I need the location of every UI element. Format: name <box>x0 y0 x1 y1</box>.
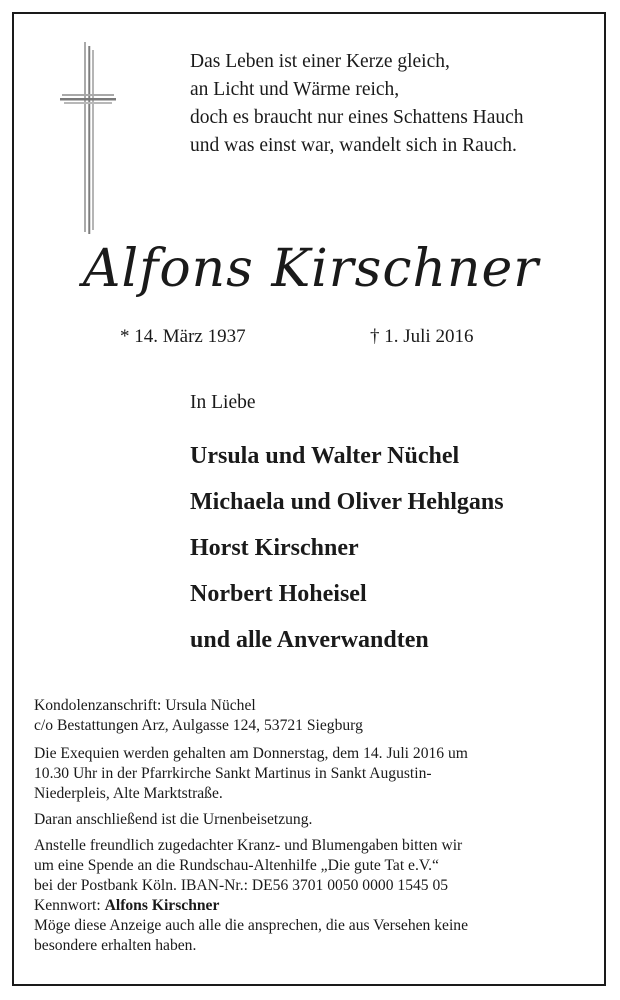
mourners-intro: In Liebe <box>190 392 256 413</box>
birth-date: * 14. März 1937 <box>120 326 246 347</box>
closing-line: Möge diese Anzeige auch alle die ansprechen, die aus Versehen keine <box>34 917 468 934</box>
donation-line: Anstelle freundlich zugedachter Kranz- und Blumengaben bitten wir <box>34 837 463 854</box>
condolence-line: Kondolenzanschrift: Ursula Nüchel <box>34 697 256 714</box>
keyword-line <box>34 896 594 916</box>
donation-line: bei der Postbank Köln. IBAN-Nr.: DE56 3701 0050 0000 1545 05 <box>34 877 449 894</box>
mourners-list <box>190 438 504 668</box>
cross-icon <box>58 40 118 240</box>
poem <box>190 48 524 160</box>
mourner-name: und alle Anverwandten <box>190 627 429 653</box>
mourner-name: Norbert Hoheisel <box>190 581 367 607</box>
exequies-line: Niederpleis, Alte Marktstraße. <box>34 785 223 802</box>
poem-line: Das Leben ist einer Kerze gleich, <box>190 51 450 72</box>
keyword-value: Alfons Kirschner <box>104 897 220 914</box>
mourner-name: Ursula und Walter Nüchel <box>190 443 460 469</box>
mourner-name: Michaela und Oliver Hehlgans <box>190 489 504 515</box>
keyword-label: Kennwort: <box>34 897 105 914</box>
poem-line: an Licht und Wärme reich, <box>190 79 400 100</box>
death-date: † 1. Juli 2016 <box>370 326 474 347</box>
poem-line: doch es braucht nur eines Schattens Hauch <box>190 107 524 128</box>
deceased-name: Alfons Kirschner <box>82 239 540 299</box>
exequies-line: Die Exequien werden gehalten am Donnerstag, dem 14. Juli 2016 um <box>34 745 468 762</box>
notice-frame <box>12 12 606 986</box>
exequies-line: 10.30 Uhr in der Pfarrkirche Sankt Martinus in Sankt Augustin- <box>34 765 432 782</box>
poem-line: und was einst war, wandelt sich in Rauch. <box>190 135 517 156</box>
details-section <box>34 696 594 956</box>
condolence-line: c/o Bestattungen Arz, Aulgasse 124, 53721 Siegburg <box>34 717 363 734</box>
closing-line: besondere erhalten haben. <box>34 937 197 954</box>
mourner-name: Horst Kirschner <box>190 535 359 561</box>
urn-burial-line: Daran anschließend ist die Urnenbeisetzung. <box>34 811 313 828</box>
donation-line: um eine Spende an die Rundschau-Altenhilfe „Die gute Tat e.V.“ <box>34 857 439 874</box>
